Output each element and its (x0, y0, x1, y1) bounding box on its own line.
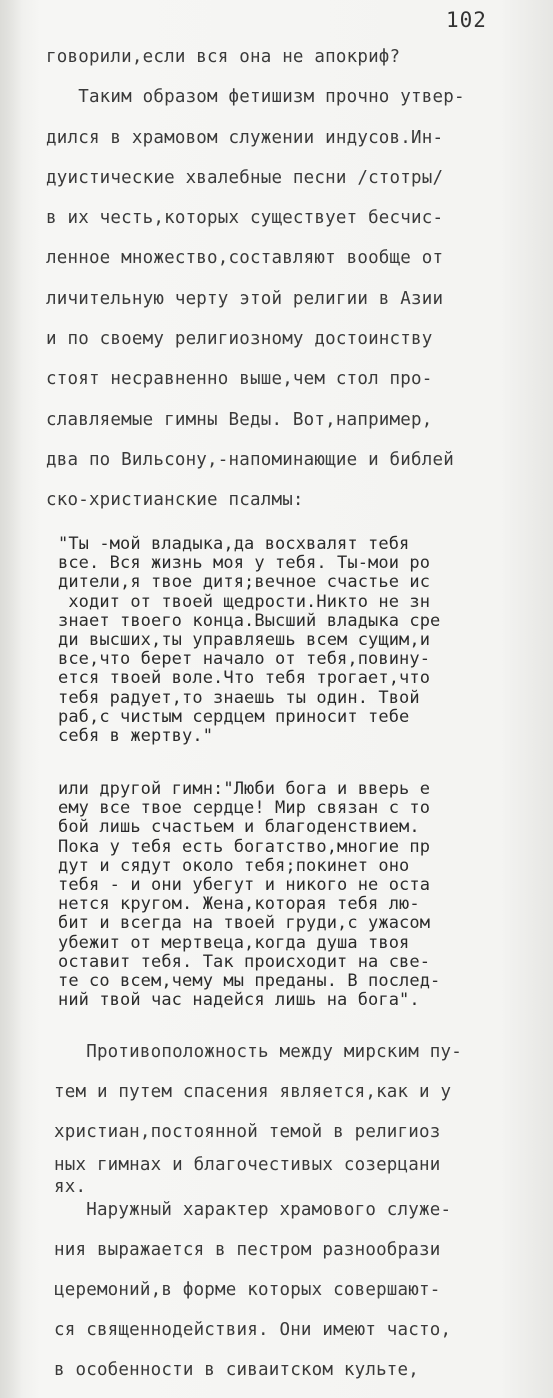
quote-line: ди высших,ты управляешь всем сущим,и (58, 629, 431, 650)
quote-line: все,что берет начало от тебя,повину- (58, 649, 431, 670)
text-line: тем и путем спасения является,как и у (54, 1082, 452, 1102)
text-line: Таким образом фетишизм прочно утвер- (46, 87, 465, 108)
text-line: славляемые гимны Веды. Вот,например, (46, 409, 433, 430)
quote-line: раб,с чистым сердцем приносит тебе (58, 706, 410, 727)
quote-line: "Ты -мой владыка,да восхвалят тебя (58, 534, 410, 554)
text-line: ях. (54, 1177, 87, 1197)
text-line: ленное множество,составляют вообще от (46, 248, 444, 269)
text-line: церемоний,в форме которых совершают- (54, 1280, 441, 1300)
text-line: ния выражается в пестром разнообрази (54, 1240, 441, 1260)
quote-line: ется твоей воле.Что тебя трогает,что (58, 668, 431, 689)
text-line: личительную черту этой религии в Азии (46, 288, 444, 309)
page-number: 102 (446, 8, 487, 32)
quote-line: бой лишь счастьем и благоденствием. (58, 817, 420, 838)
text-line: и по своему религиозному достоинству (46, 329, 433, 350)
quote-line: нется кругом. Жена,которая тебя лю- (58, 894, 420, 915)
paragraph-ceremonies (54, 1190, 536, 1390)
quote-line: ему все твое сердце! Мир связан с то (58, 798, 431, 819)
paragraph-fetishism (46, 37, 536, 521)
quote-line: знает твоего конца.Высший владыка сре (58, 610, 441, 631)
quote-line: дут и сядут около тебя;покинет оно (58, 855, 410, 876)
quote-line: бит и всегда на твоей груди,с ужасом (58, 913, 431, 934)
quote-line: или другой гимн:"Люби бога и вверь е (58, 779, 431, 799)
paragraph-paths (54, 1032, 536, 1198)
hymn-quote-two (58, 780, 536, 1010)
quote-line: ходит от твоей щедрости.Никто не зн (58, 591, 431, 612)
text-line: дуистические хвалебные песни /стотры/ (46, 167, 444, 188)
text-line: говорили,если вся она не апокриф? (46, 47, 401, 67)
quote-line: ний твой час надейся лишь на бога". (58, 990, 420, 1011)
text-line: в особенности в сиваитском культе, (54, 1360, 420, 1380)
quote-line: оставит тебя. Так происходит на све- (58, 951, 431, 972)
quote-line: себя в жертву." (58, 725, 214, 746)
text-line: ся священнодействия. Они имеют часто, (54, 1320, 452, 1340)
quote-line: тебя радует,то знаешь ты один. Твой (58, 687, 420, 708)
quote-line: те со всем,чему мы преданы. В послед- (58, 970, 441, 991)
text-line: стоят несравненно выше,чем стол про- (46, 369, 433, 390)
hymn-quote-one (58, 535, 536, 746)
quote-line: тебя - и они убегут и никого не оста (58, 874, 431, 895)
text-line: два по Вильсону,-напоминающие и библей (46, 449, 454, 470)
quote-line: Пока у тебя есть богатство,многие пр (58, 836, 431, 857)
text-line: христиан,постоянной темой в религиоз (54, 1122, 441, 1142)
text-line: дился в храмовом служении индусов.Ин- (46, 127, 444, 148)
quote-line: убежит от мертвеца,когда душа твоя (58, 932, 410, 953)
text-line: Противоположность между мирским пу- (54, 1042, 462, 1062)
text-line: в их честь,которых существует бесчис- (46, 208, 444, 229)
page-fold-shadow (0, 0, 22, 1398)
text-line: ско-христианские псалмы: (46, 490, 304, 511)
text-line: Наружный характер храмового служе- (54, 1200, 452, 1220)
quote-line: все. Вся жизнь моя у тебя. Ты-мои ро (58, 553, 431, 574)
text-line: ных гимнах и благочестивых созерцани (54, 1155, 441, 1175)
quote-line: дители,я твое дитя;вечное счастье ис (58, 572, 431, 593)
